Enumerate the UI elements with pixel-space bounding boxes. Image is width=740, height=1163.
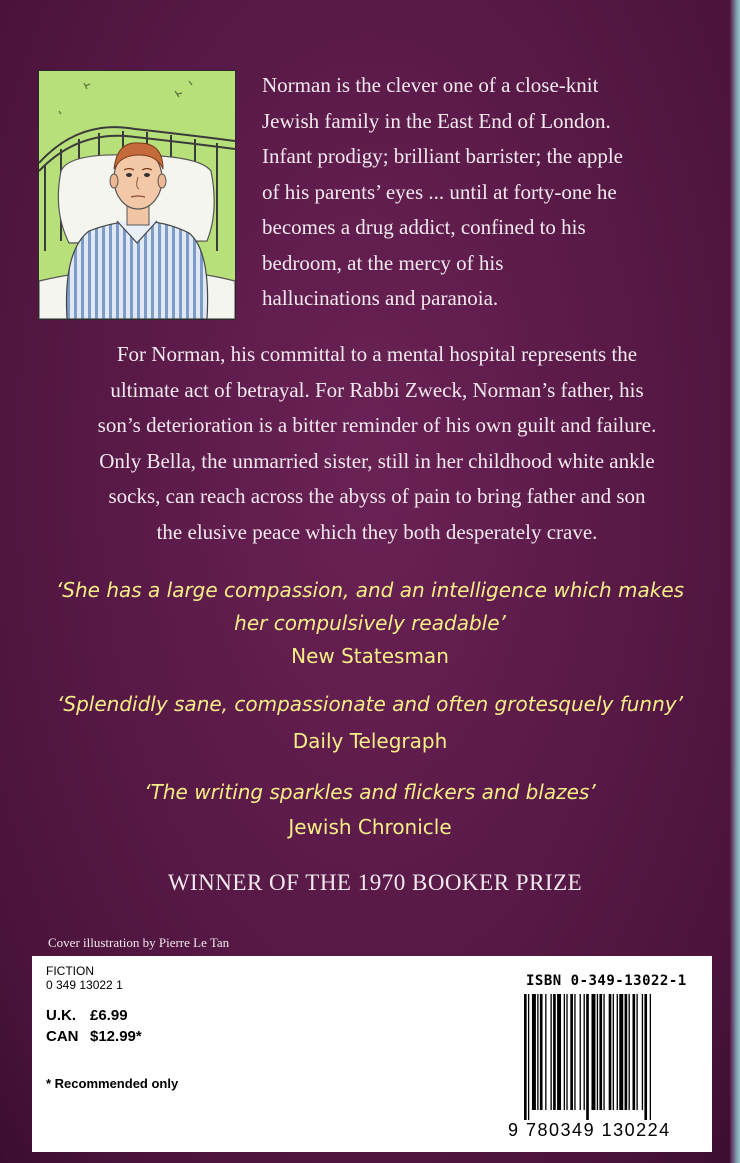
review-quote xyxy=(20,688,720,721)
review-quote xyxy=(20,776,720,809)
barcode-bar xyxy=(625,994,628,1110)
review-quote-line: ‘The writing sparkles and flickers and blazes’ xyxy=(144,780,596,804)
barcode-bar xyxy=(597,994,598,1110)
review-quote-line: ‘Splendidly sane, compassionate and often grotesquely funny’ xyxy=(57,692,683,716)
blurb-line: Infant prodigy; brilliant barrister; the apple xyxy=(262,144,623,168)
uk-price-row xyxy=(46,1006,128,1026)
barcode-bar xyxy=(642,994,643,1110)
uk-price-value: £6.99 xyxy=(90,1007,128,1024)
review-quote-line: ‘She has a large compassion, and an intelligence which makes xyxy=(55,578,685,602)
barcode-bar xyxy=(537,994,538,1110)
price-barcode-label xyxy=(32,956,712,1152)
review-source: Daily Telegraph xyxy=(292,729,448,753)
can-price-label: CAN xyxy=(46,1028,79,1045)
barcode-bar xyxy=(545,994,546,1110)
barcode-bar xyxy=(574,994,575,1110)
blurb-line: hallucinations and paranoia. xyxy=(262,286,499,310)
review-source: Jewish Chronicle xyxy=(288,815,452,839)
barcode-bar xyxy=(584,994,585,1110)
cover-edge xyxy=(730,0,740,1163)
barcode xyxy=(522,994,694,1120)
blurb-line: Norman is the clever one of a close-knit xyxy=(262,73,599,97)
price-note: * Recommended only xyxy=(46,1076,179,1091)
barcode-bar xyxy=(557,994,561,1110)
barcode-bar xyxy=(524,994,527,1120)
review-source: New Statesman xyxy=(291,644,449,668)
illustration-credit: Cover illustration by Pierre Le Tan xyxy=(48,935,230,950)
blurb-line: bedroom, at the mercy of his xyxy=(262,250,504,275)
barcode-bar xyxy=(650,994,651,1120)
barcode-bar xyxy=(636,994,637,1110)
uk-price-label: U.K. xyxy=(46,1007,76,1024)
cover-illustration xyxy=(38,70,236,320)
can-price-row xyxy=(46,1027,142,1047)
blurb-main xyxy=(32,337,722,550)
barcode-bar xyxy=(553,994,556,1110)
blurb-line: Jewish family in the East End of London. xyxy=(262,108,611,133)
barcode-bar xyxy=(580,994,581,1110)
barcode-bar xyxy=(644,994,647,1120)
blurb-line: socks, can reach across the abyss of pain to bring father and son xyxy=(108,484,646,508)
barcode-bar xyxy=(632,994,635,1110)
can-price-value: $12.99* xyxy=(90,1028,142,1045)
barcode-bar xyxy=(540,994,543,1110)
barcode-bar xyxy=(603,994,604,1110)
barcode-bar xyxy=(629,994,630,1110)
blurb-line: of his parents’ eyes ... until at forty-one he xyxy=(262,179,617,204)
blurb-line: son’s deterioration is a bitter reminder of his own guilt and failure. xyxy=(97,413,657,437)
category-text: FICTION xyxy=(46,964,94,978)
blurb-line: Only Bella, the unmarried sister, still in her childhood white ankle xyxy=(99,448,655,473)
barcode-bar xyxy=(609,994,612,1110)
blurb-line: For Norman, his committal to a mental hospital represents the xyxy=(116,342,638,366)
review-quote-line: her compulsively readable’ xyxy=(234,611,506,635)
barcode-bar xyxy=(528,994,529,1120)
barcode-bar xyxy=(591,994,595,1110)
barcode-bar xyxy=(619,994,623,1110)
barcode-bar xyxy=(613,994,614,1110)
blurb-line: the elusive peace which they both desperately crave. xyxy=(156,519,598,544)
blurb-line: becomes a drug addict, confined to his xyxy=(262,215,586,239)
barcode-bar xyxy=(564,994,565,1110)
blurb-intro xyxy=(262,68,722,317)
isbn-text: ISBN 0-349-13022-1 xyxy=(526,973,687,989)
book-code-text: 0 349 13022 1 xyxy=(46,978,123,992)
review-quote xyxy=(20,574,720,640)
barcode-bar xyxy=(532,994,536,1110)
barcode-bar xyxy=(566,994,567,1110)
man-in-bed-illustration xyxy=(39,71,235,319)
blurb-line: ultimate act of betrayal. For Rabbi Zweck, Norman’s father, his xyxy=(110,377,644,402)
barcode-bar xyxy=(599,994,602,1110)
barcode-bar xyxy=(570,994,573,1110)
barcode-bar xyxy=(586,994,589,1120)
award-line: WINNER OF THE 1970 BOOKER PRIZE xyxy=(167,870,583,895)
barcode-bar xyxy=(617,994,618,1110)
barcode-digits: 9 780349 130224 xyxy=(508,1120,671,1140)
barcode-bar xyxy=(550,994,551,1110)
